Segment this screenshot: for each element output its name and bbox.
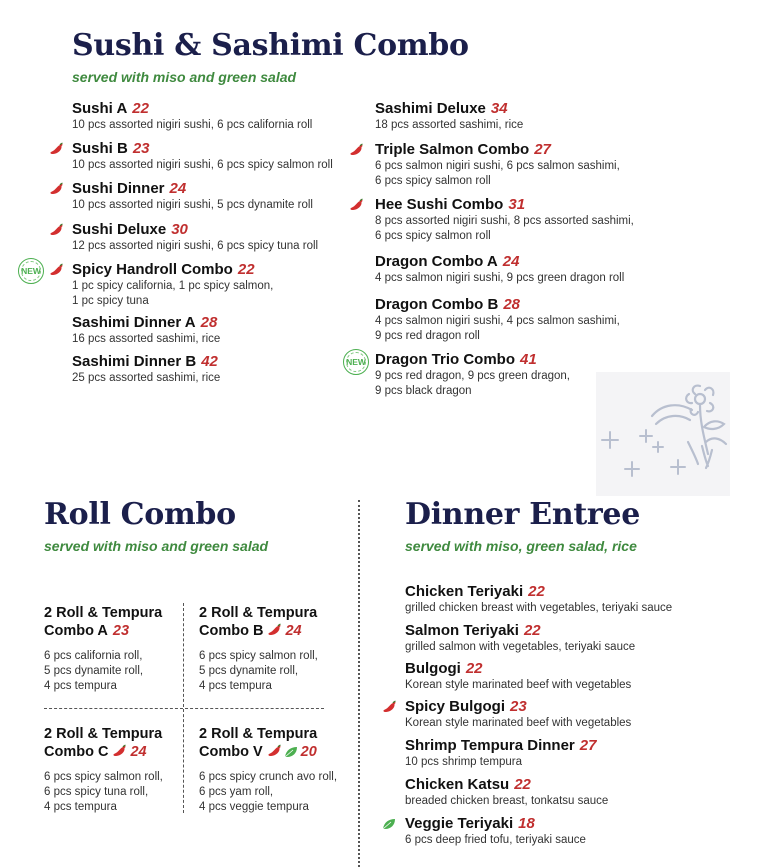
item-name-line2: Combo B	[199, 623, 264, 639]
roll-section-subtitle: served with miso and green salad	[44, 538, 269, 554]
item-price: 22	[514, 776, 531, 793]
item-price: 42	[201, 353, 218, 370]
menu-item-dragon-combo-a	[375, 253, 624, 286]
item-name: Shrimp Tempura Dinner	[405, 737, 575, 754]
item-price: 34	[490, 100, 508, 117]
item-name: Sushi Dinner	[72, 180, 165, 197]
item-name: Sushi A	[72, 100, 128, 117]
menu-item-hee-sushi-combo	[375, 196, 634, 244]
item-desc: 6 pcs deep fried tofu, teriyaki sauce	[405, 834, 586, 846]
item-name-line2: Combo C	[44, 744, 109, 760]
item-name: Dragon Combo A	[375, 253, 498, 270]
entree-chicken-teriyaki	[405, 583, 672, 616]
item-name: Dragon Combo B	[375, 296, 499, 313]
item-desc: 18 pcs assorted sashimi, rice	[375, 119, 524, 131]
entree-bulgogi	[405, 660, 631, 693]
item-price: 22	[528, 583, 545, 600]
menu-item-sushi-a	[72, 100, 312, 133]
item-desc: Korean style marinated beef with vegetables	[405, 717, 632, 729]
item-desc: 4 pcs salmon nigiri sushi, 9 pcs green dragon roll	[375, 272, 625, 284]
item-price: 22	[237, 261, 255, 278]
sushi-section-title: Sushi & Sashimi Combo	[72, 28, 469, 63]
item-desc: 6 pcs spicy salmon roll	[375, 175, 491, 187]
item-desc: 10 pcs assorted nigiri sushi, 6 pcs california roll	[72, 119, 313, 131]
item-name: Chicken Teriyaki	[405, 583, 524, 600]
roll-grid-divider-horizontal	[44, 708, 324, 709]
item-name-line2: Combo A	[44, 623, 108, 639]
item-desc: 6 pcs spicy salmon roll	[375, 230, 491, 242]
menu-item-sushi-b	[72, 140, 333, 173]
item-price: 27	[534, 141, 551, 158]
item-price: 24	[169, 180, 187, 197]
item-name: Sushi Deluxe	[72, 221, 167, 238]
item-name: Veggie Teriyaki	[405, 815, 514, 832]
item-name: Bulgogi	[405, 660, 461, 677]
item-desc: 1 pc spicy california, 1 pc spicy salmon,	[72, 280, 274, 292]
item-price: 30	[171, 221, 188, 238]
item-name: 2 Roll & Tempura	[44, 726, 163, 742]
item-name: Triple Salmon Combo	[375, 141, 530, 158]
item-name: Sushi B	[72, 140, 128, 157]
item-desc: 6 pcs yam roll,	[199, 786, 274, 798]
item-name: Spicy Bulgogi	[405, 698, 506, 715]
item-price: 27	[579, 737, 597, 754]
menu-item-sushi-dinner	[72, 180, 313, 213]
item-name: 2 Roll & Tempura	[44, 605, 163, 621]
item-price: 28	[200, 314, 218, 331]
spicy-chili-icon	[267, 744, 283, 758]
item-desc: 4 pcs tempura	[199, 680, 272, 692]
item-price: 31	[508, 196, 526, 213]
item-desc: 5 pcs dynamite roll,	[199, 665, 299, 677]
item-price: 24	[285, 623, 302, 639]
item-desc: 6 pcs salmon nigiri sushi, 6 pcs salmon sashimi,	[375, 160, 620, 172]
item-desc: 10 pcs assorted nigiri sushi, 6 pcs spicy salmon roll	[72, 159, 333, 171]
sushi-section-subtitle: served with miso and green salad	[72, 69, 297, 85]
spicy-chili-icon	[49, 182, 65, 196]
entree-chicken-katsu	[405, 776, 608, 809]
item-name: Sashimi Dinner B	[72, 353, 197, 370]
entree-spicy-bulgogi	[405, 698, 631, 731]
item-price: 22	[132, 100, 149, 117]
item-desc: 16 pcs assorted sashimi, rice	[72, 333, 221, 345]
item-desc: breaded chicken breast, tonkatsu sauce	[405, 795, 609, 807]
item-desc: 5 pcs dynamite roll,	[44, 665, 144, 677]
menu-item-sashimi-deluxe	[375, 100, 523, 133]
item-desc: grilled salmon with vegetables, teriyaki sauce	[405, 641, 636, 653]
item-desc: grilled chicken breast with vegetables, teriyaki sauce	[405, 602, 673, 614]
roll-combo-c	[44, 725, 163, 815]
item-desc: 4 pcs tempura	[44, 680, 117, 692]
item-desc: 4 pcs salmon nigiri sushi, 4 pcs salmon sashimi,	[375, 315, 620, 327]
new-badge: NEW	[343, 349, 369, 375]
roll-combo-b	[199, 604, 318, 694]
item-desc: 9 pcs red dragon roll	[375, 330, 480, 342]
menu-item-sashimi-dinner-b	[72, 353, 220, 386]
menu-item-sashimi-dinner-a	[72, 314, 220, 347]
menu-item-dragon-combo-b	[375, 296, 620, 344]
dinner-section-subtitle: served with miso, green salad, rice	[405, 538, 637, 554]
item-name: 2 Roll & Tempura	[199, 726, 318, 742]
entree-veggie-teriyaki	[405, 815, 586, 848]
item-desc: Korean style marinated beef with vegetables	[405, 679, 632, 691]
spicy-chili-icon	[382, 700, 398, 714]
item-desc: 6 pcs spicy salmon roll,	[44, 771, 163, 783]
spicy-chili-icon	[49, 263, 65, 277]
item-name: Spicy Handroll Combo	[72, 261, 233, 278]
item-desc: 6 pcs spicy crunch avo roll,	[199, 771, 338, 783]
item-price: 23	[510, 698, 527, 715]
item-name-line2: Combo V	[199, 744, 263, 760]
item-price: 28	[503, 296, 521, 313]
item-desc: 4 pcs veggie tempura	[199, 801, 309, 813]
item-desc: 10 pcs shrimp tempura	[405, 756, 522, 768]
item-desc: 25 pcs assorted sashimi, rice	[72, 372, 221, 384]
item-name: Salmon Teriyaki	[405, 622, 519, 639]
spicy-chili-icon	[49, 223, 65, 237]
vegetarian-leaf-icon	[382, 818, 396, 830]
item-price: 24	[130, 744, 147, 760]
item-desc: 6 pcs spicy tuna roll,	[44, 786, 149, 798]
item-name: Chicken Katsu	[405, 776, 510, 793]
spicy-chili-icon	[267, 623, 283, 637]
spicy-chili-icon	[112, 744, 128, 758]
spicy-chili-icon	[49, 142, 65, 156]
item-desc: 12 pcs assorted nigiri sushi, 6 pcs spicy tuna roll	[72, 240, 319, 252]
item-desc: 6 pcs california roll,	[44, 650, 143, 662]
item-desc: 10 pcs assorted nigiri sushi, 5 pcs dynamite roll	[72, 199, 313, 211]
item-name: Sashimi Dinner A	[72, 314, 196, 331]
menu-item-sushi-deluxe	[72, 221, 318, 254]
item-price: 22	[523, 622, 541, 639]
vegetarian-leaf-icon	[284, 746, 298, 758]
section-divider	[358, 500, 360, 867]
spicy-chili-icon	[349, 198, 365, 212]
menu-item-dragon-trio-combo	[375, 351, 570, 399]
roll-combo-v	[199, 725, 337, 815]
item-desc: 9 pcs black dragon	[375, 385, 472, 397]
item-name: Hee Sushi Combo	[375, 196, 504, 213]
item-desc: 6 pcs spicy salmon roll,	[199, 650, 318, 662]
decorative-illustration	[596, 372, 730, 496]
item-name: Dragon Trio Combo	[375, 351, 515, 368]
item-price: 20	[300, 744, 317, 760]
flower-illustration-icon	[596, 372, 730, 496]
item-price: 18	[518, 815, 535, 832]
menu-item-triple-salmon-combo	[375, 141, 620, 189]
menu-item-spicy-handroll-combo	[72, 261, 273, 309]
item-desc: 4 pcs tempura	[44, 801, 117, 813]
item-desc: 1 pc spicy tuna	[72, 295, 149, 307]
item-price: 24	[502, 253, 520, 270]
spicy-chili-icon	[349, 143, 365, 157]
item-desc: 9 pcs red dragon, 9 pcs green dragon,	[375, 370, 570, 382]
item-desc: 8 pcs assorted nigiri sushi, 8 pcs assorted sashimi,	[375, 215, 634, 227]
item-price: 23	[112, 623, 130, 639]
roll-section-title: Roll Combo	[44, 497, 236, 532]
new-badge: NEW	[18, 258, 44, 284]
item-price: 22	[465, 660, 483, 677]
item-price: 41	[520, 351, 537, 368]
roll-combo-a	[44, 604, 162, 694]
dinner-section-title: Dinner Entree	[405, 497, 640, 532]
item-name: Sashimi Deluxe	[375, 100, 486, 117]
entree-shrimp-tempura-dinner	[405, 737, 596, 770]
item-name: 2 Roll & Tempura	[199, 605, 318, 621]
item-price: 23	[132, 140, 150, 157]
entree-salmon-teriyaki	[405, 622, 635, 655]
